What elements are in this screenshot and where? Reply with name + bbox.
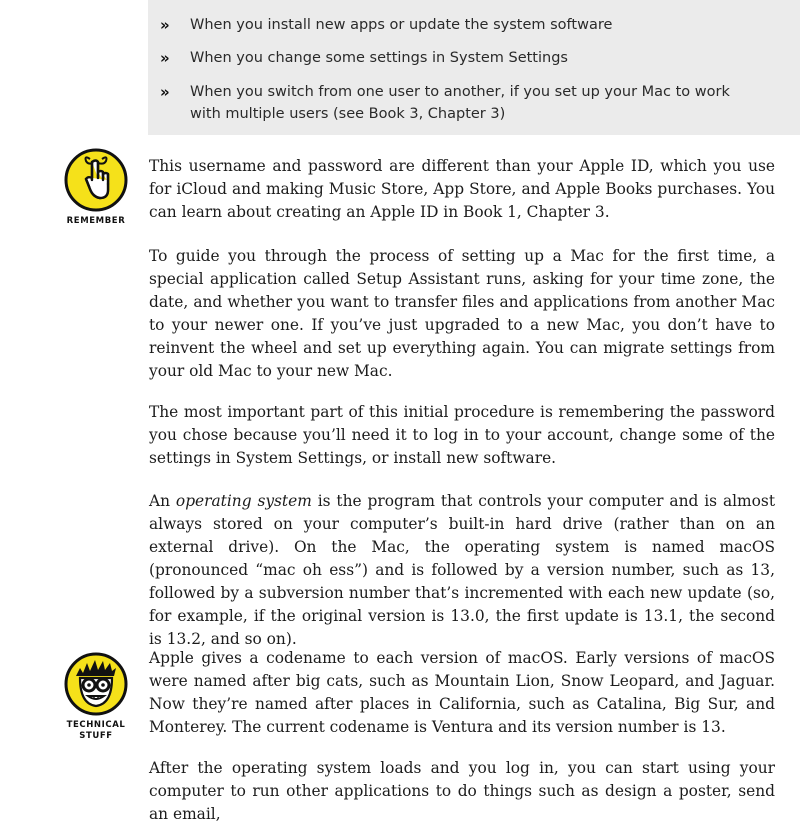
paragraph-codenames: Apple gives a codename to each version of macOS. Early versions of macOS were named after big cats, such as Mountain Lion, Snow Leopard, and Jaguar. Now they’re named after places in California, such as Catalina, Big Sur, and Monterey. The current codename is Ventura and its version number is 13. bbox=[149, 649, 775, 736]
nerd-face-icon bbox=[64, 652, 128, 716]
term-operating-system: operating system bbox=[175, 492, 312, 510]
technical-stuff-icon-block bbox=[63, 652, 129, 742]
paragraph-password: The most important part of this initial procedure is remembering the password you chose because you’ll need it to log in to your account, change some of the settings in System Settings, or install new software. bbox=[149, 403, 775, 467]
sidebar-bullet-text: with multiple users (see Book 3, Chapter 3) bbox=[190, 106, 506, 122]
paragraph-text: is the program that controls your computer and is almost always stored on your computer’s built-in hard drive (rather than on an external drive). On the Mac, the operating system is named macOS (pronounced “mac oh ess”) and is followed by a version number, such as 13, followed by a subversion number that’s incremented with each new update (so, for example, if the original version is 13.0, the first update is 13.1, the second is 13.2, and so on). bbox=[149, 492, 776, 648]
paragraph-text: An bbox=[149, 492, 176, 510]
double-chevron-icon: » bbox=[160, 49, 170, 67]
paragraph-after-login: After the operating system loads and you log in, you can start using your computer to run other applications to do things such as design a poster, send an email, bbox=[149, 759, 775, 823]
sidebar-bullet bbox=[160, 14, 740, 36]
sidebar-bullet-text: When you switch from one user to another, if you set up your Mac to work bbox=[190, 84, 730, 100]
paragraph-setup-assistant: To guide you through the process of setting up a Mac for the first time, a special application called Setup Assistant runs, asking for your time zone, the date, and whether you want to transfer files and applications from another Mac to your newer one. If you’ve just upgraded to a new Mac, you don’t have to reinvent the wheel and set up everything again. You can migrate settings from your old Mac to your new Mac. bbox=[149, 247, 775, 380]
remember-icon-block bbox=[63, 148, 129, 227]
sidebar-bullet-continuation bbox=[160, 103, 740, 125]
pointing-finger-icon bbox=[64, 148, 128, 212]
sidebar-bullet-text: When you install new apps or update the system software bbox=[190, 17, 613, 33]
double-chevron-icon: » bbox=[160, 16, 170, 34]
technical-caption-line2: STUFF bbox=[79, 731, 113, 741]
technical-caption-line1: TECHNICAL bbox=[66, 720, 126, 730]
double-chevron-icon: » bbox=[160, 83, 170, 101]
sidebar-bullet bbox=[160, 81, 740, 103]
paragraph-operating-system bbox=[149, 490, 775, 651]
paragraph-apple-id: This username and password are different than your Apple ID, which you use for iCloud and making Music Store, App Store, and Apple Books purchases. You can learn about creating an Apple ID in Book 1, Chapter 3. bbox=[149, 157, 775, 221]
sidebar-bullet-text: When you change some settings in System Settings bbox=[190, 50, 568, 66]
remember-caption: REMEMBER bbox=[66, 216, 126, 226]
sidebar-bullet bbox=[160, 47, 740, 69]
